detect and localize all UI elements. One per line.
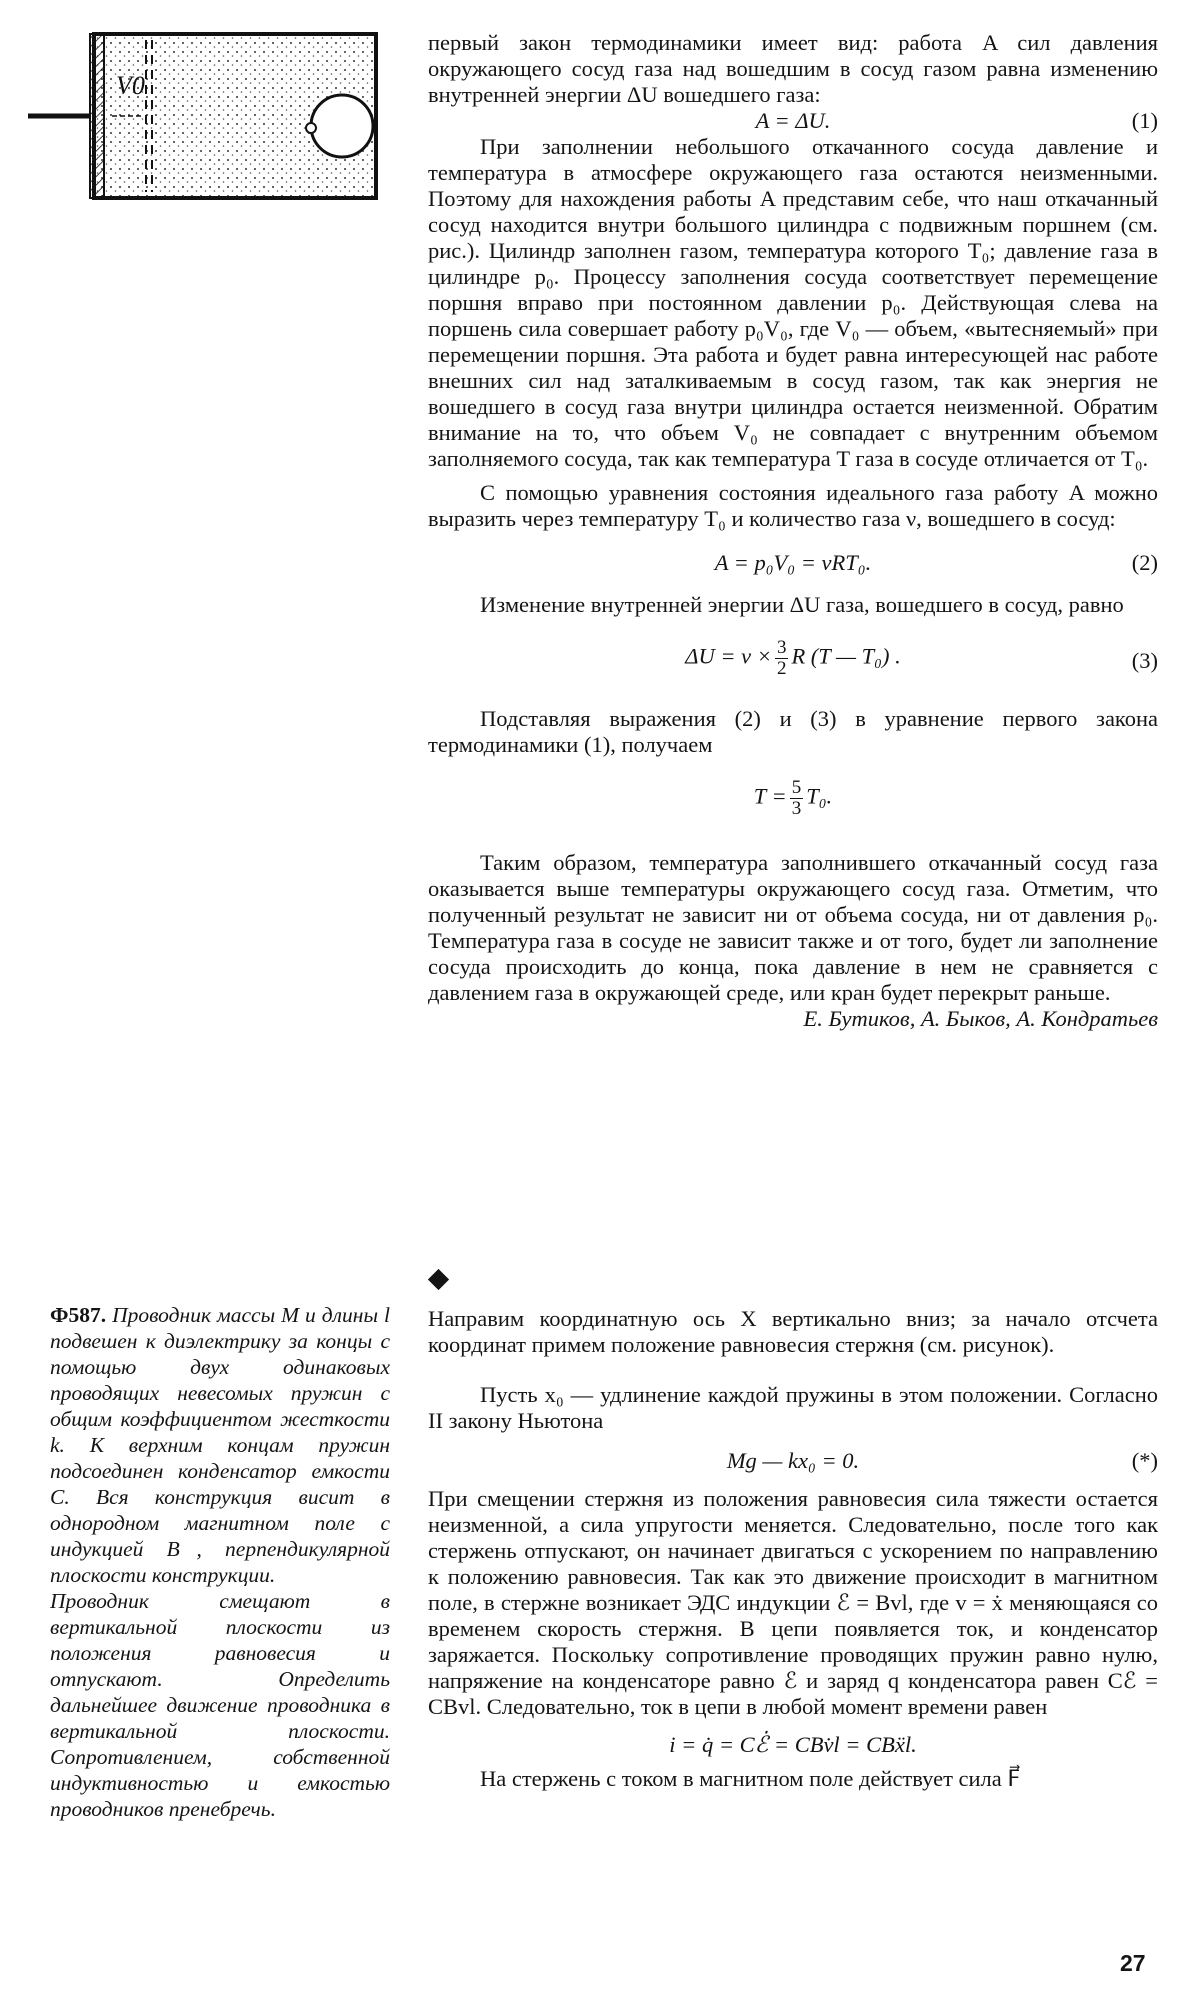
paragraph: Направим координатную ось X вертикально вниз; за начало отсчета координат примем положение равновесия стержня (см. рисунок).: [428, 1306, 1158, 1357]
paragraph: Пусть x₀ — удлинение каждой пружины в этом положении. Согласно II закону Ньютона: [428, 1382, 1158, 1433]
paragraph: Изменение внутренней энергии ΔU газа, вошедшего в сосуд, равно: [480, 592, 1124, 617]
paragraph: При заполнении небольшого откачанного сосуда давление и температура в атмосфере окружающего газа остаются неизменными. Поэтому для нахождения работы A представим себе, что наш откачанный сосуд находится внутри большого цилиндра с подвижным поршнем (см. рис.). Цилиндр заполнен газом, температура которого T₀; давление газа в цилиндре p₀. Процессу заполнения сосуда соответствует перемещение поршня вправо при постоянном давлении p₀. Действующая слева на поршень сила совершает работу p₀V₀, где V₀ — объем, «вытесняемый» при перемещении поршня. Эта работа и будет равна интересующей нас работе внешних сил над заталкиваемым в сосуд газом, так как энергия не вошедшего в сосуд газа внутри цилиндра остается неизменной. Обратим внимание на то, что объем V₀ не совпадает с внутренним объемом заполняемого сосуда, так как температура T газа в сосуде отличается от T₀.: [428, 134, 1158, 471]
authors: Е. Бутиков, А. Быков, А. Кондратьев: [803, 1006, 1158, 1031]
equation-4: T = $\frac{5}{3}$ T₀.: [753, 777, 833, 819]
equation-star: Mg — kx₀ = 0. (*): [726, 1448, 1158, 1473]
top-article-column: [428, 30, 1158, 1032]
paragraph: С помощью уравнения состояния идеального газа работу A можно выразить через температуру T₀ и количество газа ν, вошедшего в сосуд:: [428, 480, 1158, 531]
paragraph: Таким образом, температура заполнившего откачанный сосуд газа оказывается выше температуры окружающего сосуд газа. Отметим, что полученный результат не зависит ни от объема сосуда, ни от давления p₀. Температура газа в сосуде не зависит также и от того, будет ли заполнение сосуда происходить до конца, пока давление в нем не сравняется с давлением газа в окружающей среде, или кран будет перекрыт раньше.: [428, 850, 1158, 1005]
solution-column: [428, 1306, 1158, 1792]
paragraph: На стержень с током в магнитном поле действует сила F⃗: [480, 1766, 1021, 1791]
solution-marker-icon: [428, 1269, 449, 1290]
paragraph: Подставляя выражения (2) и (3) в уравнение первого закона термодинамики (1), получаем: [428, 706, 1158, 757]
page-number: 27: [1120, 1950, 1146, 1976]
problem-statement: [50, 1302, 390, 1822]
paragraph: При смещении стержня из положения равновесия сила тяжести остается неизменной, а сила упругости меняется. Следовательно, после того как стержень отпускают, он начинает двигаться с ускорением по направлению к положению равновесия. Так как это движение происходит в магнитном поле, в стержне возникает ЭДС индукции ℰ = Bvl, где v = ẋ меняющаяся со временем скорость стержня. В цепи появляется ток, и конденсатор заряжается. Поскольку сопротивление проводящих пружин равно нулю, напряжение на конденсаторе равно ℰ и заряд q конденсатора равен Cℰ = CBvl. Следовательно, ток в цепи в любой момент времени равен: [428, 1486, 1158, 1719]
piston-cylinder-diagram-icon: [28, 32, 380, 202]
figure-label: V0: [116, 71, 145, 100]
problem-id: Ф587.: [50, 1303, 107, 1327]
equation-1: A = ΔU. (1): [755, 108, 1158, 133]
problem-text: Проводник массы M и длины l подвешен к диэлектрику за концы с помощью двух одинаковых проводящих невесомых пружин с общим коэффициентом жесткости k. К верхним концам пружин подсоединен конденсатор емкости C. Вся конструкция висит в однородном магнитном поле с индукцией B⃗, перпендикулярной плоскости конструкции.: [50, 1303, 391, 1587]
problem-question: Проводник смещают в вертикальной плоскости из положения равновесия и отпускают. Определить дальнейшее движение проводника в вертикальной плоскости. Сопротивлением, собственной индуктивностью и емкостью проводников пренебречь.: [50, 1589, 390, 1821]
equation-3: ΔU = ν × $\frac{3}{2}$ R (T — T₀) . (3): [685, 637, 1158, 679]
paragraph: первый закон термодинамики имеет вид: работа A сил давления окружающего сосуд газа над вошедшим в сосуд газом равна изменению внутренней энергии ΔU вошедшего газа:: [428, 30, 1158, 107]
equation-current: i = q̇ = Cℰ̇ = CBv̇l = CBẍl.: [669, 1732, 917, 1757]
equation-2: A = p₀V₀ = νRT₀. (2): [714, 550, 1158, 575]
